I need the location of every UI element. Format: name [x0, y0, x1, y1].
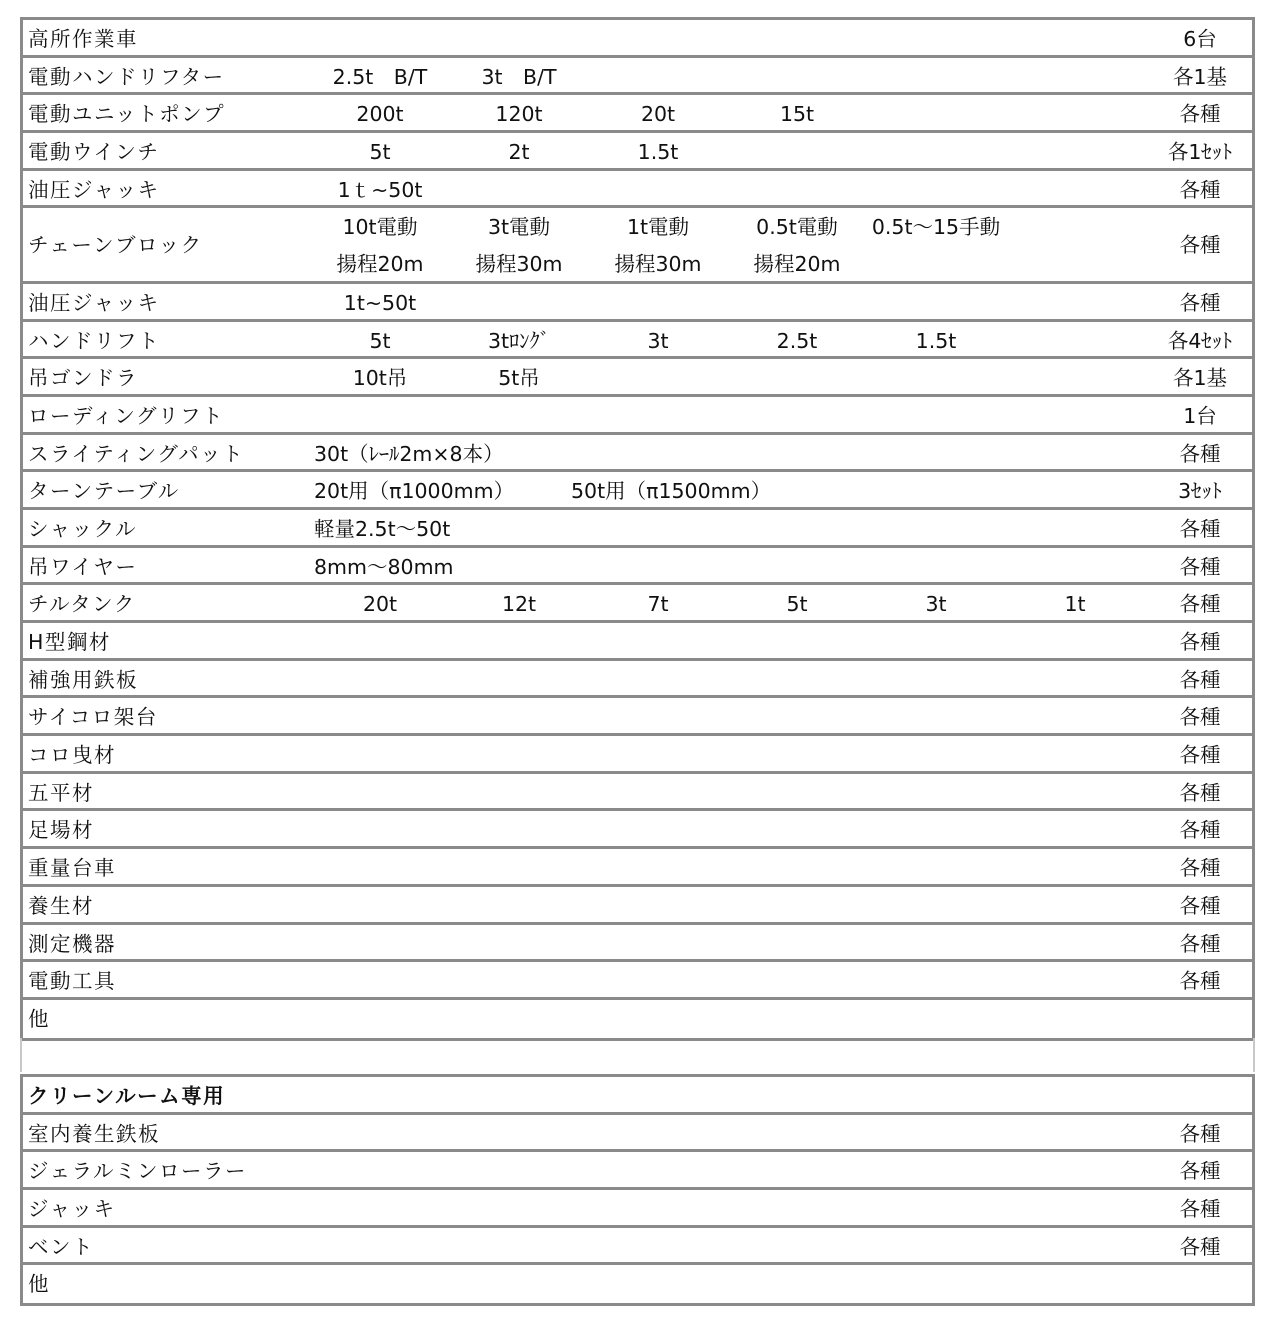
section-heading: クリーンルーム専用 — [28, 1084, 226, 1108]
table-row — [23, 95, 1252, 133]
item-spec: 1t電動 — [626, 215, 690, 240]
item-qty: 各種 — [1179, 441, 1221, 466]
item-qty: 各種 — [1179, 780, 1221, 805]
item-name: コロ曳材 — [28, 743, 116, 768]
item-qty: 各種 — [1179, 1234, 1221, 1259]
item-spec: 5t吊 — [498, 366, 540, 391]
table-row — [23, 322, 1252, 360]
item-qty: 各種 — [1179, 102, 1221, 127]
table-row — [23, 623, 1252, 661]
item-qty: 各種 — [1179, 931, 1221, 956]
item-qty: 各種 — [1179, 969, 1221, 994]
item-spec: 1.5t — [637, 140, 679, 165]
item-spec: 15t — [779, 102, 815, 127]
table-row — [23, 548, 1252, 586]
item-qty: 各種 — [1179, 592, 1221, 617]
item-qty: 各種 — [1179, 177, 1221, 202]
item-name: 他 — [28, 1272, 50, 1297]
table-row — [23, 20, 1252, 58]
item-spec: 20t — [640, 102, 676, 127]
table-row — [23, 359, 1252, 397]
item-name: 補強用鉄板 — [28, 667, 138, 692]
item-spec: 5t — [369, 140, 391, 165]
item-qty: 各種 — [1179, 1159, 1221, 1184]
item-name: 養生材 — [28, 893, 94, 918]
item-qty: 各種 — [1179, 554, 1221, 579]
table-row — [23, 774, 1252, 812]
item-spec: 軽量2.5t～50t — [314, 516, 451, 541]
item-spec: 10t吊 — [352, 366, 408, 391]
table-row — [23, 1115, 1252, 1153]
item-qty: 各4ｾｯﾄ — [1167, 328, 1233, 353]
table-row — [23, 133, 1252, 171]
item-name: ローディングリフト — [28, 403, 224, 428]
item-spec-lift: 揚程20m — [336, 252, 424, 277]
item-spec: 20t — [362, 592, 398, 617]
item-spec: 1.5t — [915, 328, 957, 353]
table-row — [23, 472, 1252, 510]
table-spacer — [20, 1038, 1255, 1072]
table-row — [23, 1000, 1252, 1038]
item-spec: 10t電動 — [342, 215, 418, 240]
item-name: ターンテーブル — [28, 479, 180, 504]
item-name: ジェラルミンローラー — [28, 1159, 247, 1184]
table-row — [23, 925, 1252, 963]
item-name: 測定機器 — [28, 931, 116, 956]
item-name: ジャッキ — [28, 1197, 116, 1222]
item-spec: 3tﾛﾝｸﾞ — [487, 328, 551, 353]
item-qty: 各種 — [1179, 743, 1221, 768]
item-qty: 6台 — [1183, 27, 1217, 51]
item-name: 他 — [28, 1006, 50, 1031]
item-spec: 7t — [647, 592, 669, 617]
table-row — [23, 397, 1252, 435]
item-name: 電動ユニットポンプ — [28, 102, 226, 127]
item-spec: 2t — [508, 140, 530, 165]
item-spec: 1t — [1064, 592, 1086, 617]
table-row — [23, 171, 1252, 209]
table-row — [23, 284, 1252, 322]
item-spec: 5t — [369, 328, 391, 353]
table-row — [23, 1265, 1252, 1303]
item-spec: 8mm～80mm — [314, 554, 454, 579]
item-name: 吊ゴンドラ — [28, 366, 138, 391]
item-name: 高所作業車 — [28, 27, 138, 51]
item-name: 吊ワイヤー — [28, 554, 138, 579]
item-spec-lift: 揚程30m — [614, 252, 702, 277]
item-name: 室内養生鉄板 — [28, 1121, 160, 1146]
table-row — [23, 1228, 1252, 1266]
item-spec: 0.5t～15手動 — [871, 215, 1001, 240]
table-row — [23, 1152, 1252, 1190]
item-qty: 各1基 — [1172, 64, 1228, 89]
item-qty: 各種 — [1179, 1197, 1221, 1222]
table-row — [23, 736, 1252, 774]
item-qty: 各種 — [1179, 705, 1221, 730]
table-row — [23, 811, 1252, 849]
item-spec-lift: 揚程30m — [475, 252, 563, 277]
item-qty: 各種 — [1179, 893, 1221, 918]
item-spec: 0.5t電動 — [756, 215, 838, 240]
item-spec: 3t — [647, 328, 669, 353]
item-name: 重量台車 — [28, 856, 116, 881]
table-row — [23, 58, 1252, 96]
item-name: H型鋼材 — [28, 630, 111, 655]
section-heading-row — [23, 1077, 1252, 1115]
item-qty: 各1基 — [1172, 366, 1228, 391]
item-name: サイコロ架台 — [28, 705, 158, 730]
item-name: スライティングパット — [28, 441, 245, 466]
item-spec: 2.5t — [776, 328, 818, 353]
item-spec-lift: 揚程20m — [753, 252, 841, 277]
table-row — [23, 698, 1252, 736]
item-name: 足場材 — [28, 818, 94, 843]
item-name: ベント — [28, 1234, 94, 1259]
table-row — [23, 208, 1252, 283]
item-name: 電動工具 — [28, 969, 116, 994]
item-spec: 200t — [356, 102, 404, 127]
item-name: 油圧ジャッキ — [28, 177, 160, 202]
item-qty: 各1ｾｯﾄ — [1167, 140, 1233, 165]
item-name: 電動ウインチ — [28, 140, 160, 165]
item-qty: 各種 — [1179, 1121, 1221, 1146]
item-spec: 2.5t B/T — [332, 64, 428, 89]
item-name: 油圧ジャッキ — [28, 290, 160, 315]
item-qty: 各種 — [1179, 290, 1221, 315]
item-spec: 1t~50t — [343, 290, 417, 315]
item-spec: 50t用（π1500mm） — [571, 479, 772, 504]
table-row — [23, 1190, 1252, 1228]
item-qty: 各種 — [1179, 818, 1221, 843]
table-row — [23, 510, 1252, 548]
table-row — [23, 585, 1252, 623]
table-row — [23, 849, 1252, 887]
equipment-table — [20, 17, 1255, 1041]
item-spec: 3t B/T — [481, 64, 557, 89]
item-name: 五平材 — [28, 780, 94, 805]
item-spec: 30t（ﾚｰﾙ2m×8本） — [314, 441, 504, 466]
table-row — [23, 661, 1252, 699]
table-row — [23, 435, 1252, 473]
item-spec: 1ｔ~50t — [337, 177, 423, 202]
item-spec: 20t用（π1000mm） — [314, 479, 515, 504]
item-qty: 1台 — [1183, 403, 1217, 428]
item-name: 電動ハンドリフター — [28, 64, 225, 89]
item-qty: 各種 — [1179, 516, 1221, 541]
item-spec: 12t — [501, 592, 537, 617]
item-name: チルタンク — [28, 592, 136, 617]
item-qty: 各種 — [1179, 856, 1221, 881]
item-qty: 各種 — [1179, 667, 1221, 692]
table-row — [23, 962, 1252, 1000]
item-name: チェーンブロック — [28, 233, 203, 258]
item-name: ハンドリフト — [28, 328, 160, 353]
item-qty: 3ｾｯﾄ — [1178, 479, 1222, 504]
item-spec: 3t電動 — [487, 215, 551, 240]
item-spec: 120t — [495, 102, 543, 127]
table-row — [23, 887, 1252, 925]
item-name: シャックル — [28, 516, 137, 541]
item-spec: 3t — [925, 592, 947, 617]
cleanroom-table — [20, 1074, 1255, 1306]
item-qty: 各種 — [1179, 233, 1221, 258]
item-spec: 5t — [786, 592, 808, 617]
item-qty: 各種 — [1179, 630, 1221, 655]
